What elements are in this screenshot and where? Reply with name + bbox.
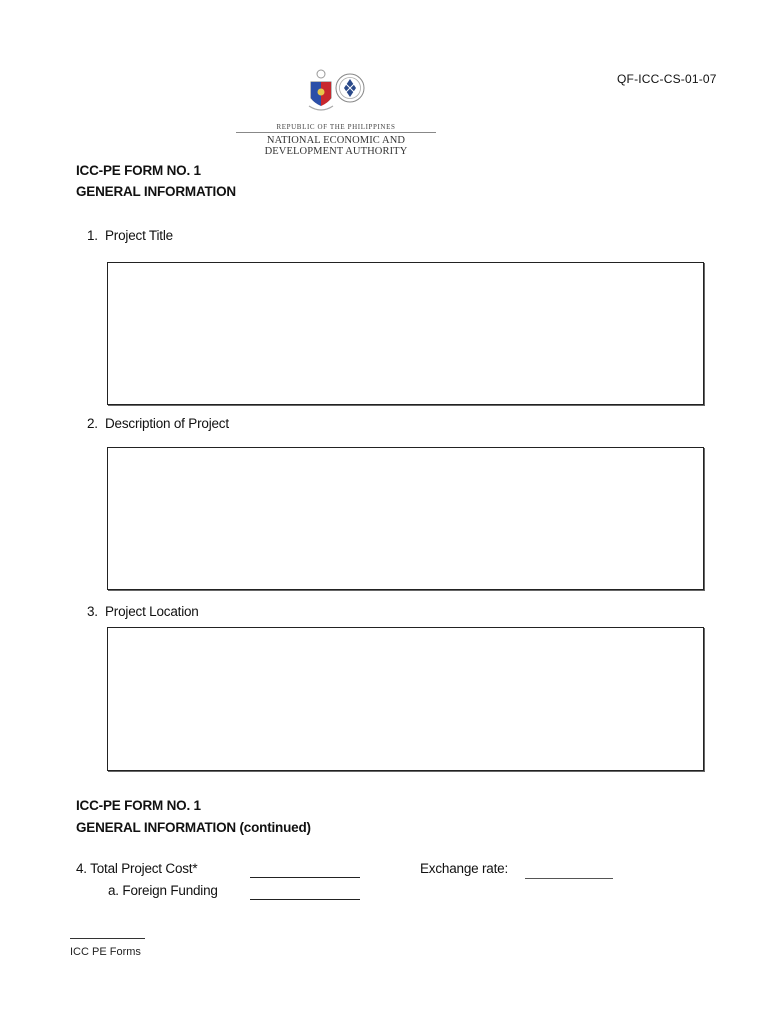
- agency-divider: [236, 132, 436, 133]
- form-code: QF-ICC-CS-01-07: [617, 72, 717, 86]
- project-description-label: Description of Project: [105, 416, 229, 431]
- agency-name: NATIONAL ECONOMIC AND DEVELOPMENT AUTHORITY: [264, 135, 408, 157]
- form-number-heading: ICC-PE FORM NO. 1: [76, 163, 201, 178]
- project-location-label: Project Location: [105, 604, 199, 619]
- section-title-continued: GENERAL INFORMATION (continued): [76, 820, 311, 835]
- foreign-funding-label: a. Foreign Funding: [108, 883, 218, 898]
- item-number: 2.: [87, 416, 98, 431]
- item-number: 1.: [87, 228, 98, 243]
- section-title: GENERAL INFORMATION: [76, 184, 236, 199]
- philippine-seal-icon: [305, 68, 367, 118]
- exchange-rate-field[interactable]: [525, 878, 613, 879]
- footnote-divider: [70, 938, 145, 939]
- project-title-field[interactable]: [107, 262, 704, 405]
- foreign-funding-field[interactable]: [250, 899, 360, 900]
- item-number: 3.: [87, 604, 98, 619]
- project-title-label: Project Title: [105, 228, 173, 243]
- project-location-field[interactable]: [107, 627, 704, 771]
- agency-republic: REPUBLIC OF THE PHILIPPINES: [276, 123, 396, 131]
- footer-text: ICC PE Forms: [70, 946, 141, 958]
- exchange-rate-label: Exchange rate:: [420, 861, 509, 876]
- form-number-heading-continued: ICC-PE FORM NO. 1: [76, 798, 201, 813]
- agency-logos: [305, 68, 367, 118]
- total-project-cost-field[interactable]: [250, 877, 360, 878]
- project-description-field[interactable]: [107, 447, 704, 590]
- total-project-cost-label: 4. Total Project Cost*: [76, 861, 198, 876]
